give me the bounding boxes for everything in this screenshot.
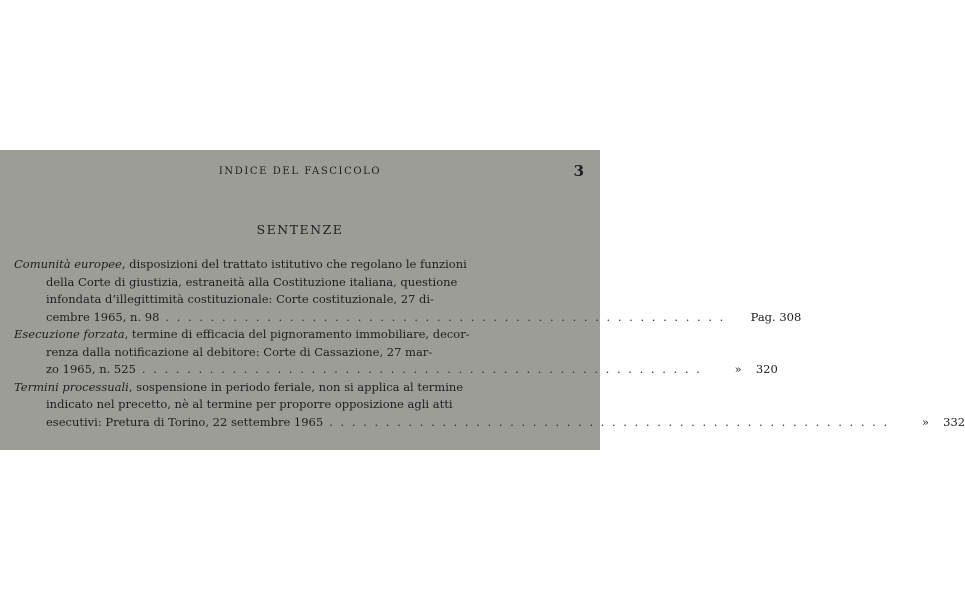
index-entries bbox=[14, 256, 965, 431]
page-ref-prefix: » bbox=[921, 414, 930, 429]
section-title: SENTENZE bbox=[256, 222, 344, 237]
entry-text: cembre 1965, n. 98 bbox=[46, 309, 160, 324]
page-header bbox=[0, 162, 600, 182]
entry-topic: Termini processuali bbox=[14, 379, 129, 394]
entry-text: , disposizioni del trattato istitutivo che regolano le funzioni bbox=[121, 257, 467, 271]
entry-topic: Esecuzione forzata bbox=[14, 327, 125, 341]
page-number: 3 bbox=[573, 162, 584, 180]
leader-dots: . . . . . . . . . . . . . . . . . . . . . . . . . . . . . . . . . . . . . . . . . . . . . . . . . . bbox=[141, 362, 702, 376]
entry-line: renza dalla notificazione al debitore: Corte di Cassazione, 27 mar- bbox=[46, 344, 433, 359]
entry-line: della Corte di giustizia, estraneità alla Costituzione italiana, questione bbox=[46, 274, 458, 289]
leader-dots: . . . . . . . . . . . . . . . . . . . . . . . . . . . . . . . . . . . . . . . . . . . . . . . . . . bbox=[165, 309, 726, 324]
index-entry bbox=[14, 379, 965, 432]
entry-text: , termine di efficacia del pignoramento immobiliare, decor- bbox=[124, 327, 470, 341]
entry-text: zo 1965, n. 525 bbox=[46, 362, 136, 376]
page-ref-prefix: Pag. bbox=[750, 309, 776, 324]
page-reference bbox=[895, 414, 965, 432]
entry-topic: Comunità europee bbox=[14, 257, 122, 271]
page-reference bbox=[731, 309, 801, 327]
entry-text: esecutivi: Pretura di Torino, 22 settembre 1965 bbox=[46, 414, 324, 429]
index-page bbox=[0, 150, 965, 450]
header-title: INDICE DEL FASCICOLO bbox=[218, 166, 382, 177]
entry-line bbox=[14, 361, 778, 379]
entry-line bbox=[14, 414, 965, 432]
leader-dots: . . . . . . . . . . . . . . . . . . . . . . . . . . . . . . . . . . . . . . . . . . . . . . . . . . bbox=[329, 414, 890, 429]
entry-line: indicato nel precetto, nè al termine per proporre opposizione agli atti bbox=[46, 397, 453, 411]
entry-line bbox=[14, 256, 586, 274]
page-ref-number: 320 bbox=[755, 362, 778, 376]
entry-line bbox=[14, 379, 586, 397]
index-entry bbox=[14, 326, 778, 379]
entry-line bbox=[14, 309, 802, 327]
entry-line bbox=[14, 326, 586, 344]
entry-text: , sospensione in periodo feriale, non si applica al termine bbox=[128, 379, 464, 394]
index-entry bbox=[14, 256, 802, 326]
page-reference bbox=[708, 361, 778, 379]
page-ref-number: 308 bbox=[779, 309, 802, 324]
page-ref-prefix: » bbox=[734, 362, 742, 376]
page-ref-number: 332 bbox=[943, 414, 965, 429]
entry-line: infondata d’illegittimità costituzionale: Corte costituzionale, 27 di- bbox=[46, 292, 434, 306]
